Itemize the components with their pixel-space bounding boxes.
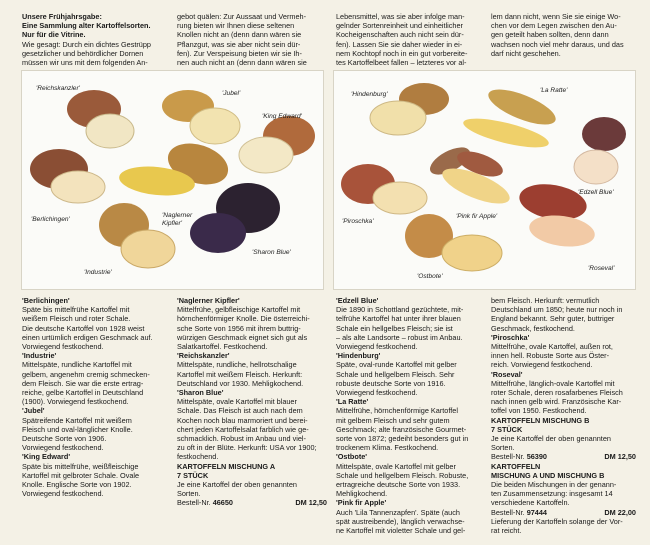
- label-edzell-blue: 'Edzell Blue': [578, 189, 614, 196]
- order-number: [491, 452, 547, 461]
- description-line: gelbem, angenehm cremig schmecken-: [22, 369, 150, 379]
- text-line: gelnder Sortenreinheit und einheitlicher: [336, 21, 463, 31]
- description-line: Sorten.: [177, 489, 201, 499]
- text-line: gebot quälen: Zur Aussaat und Vermeh-: [177, 12, 306, 21]
- text-line: gen geteilt haben sollten, denn dann: [491, 30, 609, 40]
- price: DM 12,50: [604, 452, 636, 462]
- potato-photo-right: [333, 70, 636, 290]
- description-line: Späte bis mittelfrühe Kartoffel mit: [22, 305, 130, 315]
- description-line: Mittelspäte, ovale Kartoffel mit gelber: [336, 461, 456, 471]
- description-line: Schale. Das Fleisch ist auch nach dem: [177, 406, 303, 416]
- description-line: robuste deutsche Sorte von 1916.: [336, 378, 446, 388]
- description-line: Vorwiegend festkochend.: [22, 489, 104, 499]
- description-column-4: [491, 296, 636, 535]
- text-line: nem Kochtopf noch in ein gut vorbereite-: [336, 48, 468, 58]
- potato-illustration-right: [334, 71, 635, 289]
- description-line: Mehligkochend.: [336, 489, 388, 499]
- order-number: [491, 508, 547, 517]
- label-roseval: 'Roseval': [588, 265, 615, 272]
- description-line: Die 1890 in Schottland gezüchtete, mit-: [336, 305, 464, 315]
- description-line: Geschmack, festkochend.: [491, 323, 575, 333]
- order-line: [491, 508, 636, 517]
- section-heading: 'Edzell Blue': [336, 296, 379, 305]
- label-pink-fir-apple: 'Pink fir Apple': [456, 213, 498, 220]
- label-king-edward: 'King Edward': [262, 113, 302, 120]
- description-line: – als alte Landsorte – robust im Anbau.: [336, 332, 463, 342]
- description-line: Schale und hellgelbem Fleisch. Robuste,: [336, 470, 469, 480]
- description-line: zu oft in der Blüte. Herkunft: USA vor 1900;: [177, 443, 317, 453]
- description-column-3: [336, 296, 484, 535]
- intro-title-line-3: Nur für die Vitrine.: [22, 30, 86, 40]
- description-line: Schale und hellgelbem Fleisch. Sehr: [336, 369, 455, 379]
- section-heading: 'Sharon Blue': [177, 388, 224, 398]
- description-line: Geschmack; alte französische Gourmet-: [336, 424, 467, 434]
- text-line: Pflanzgut, was sie aber nicht sein dür-: [177, 39, 301, 49]
- description-line: Die beiden Mischungen in der genann-: [491, 480, 617, 490]
- description-line: rat reicht.: [491, 526, 522, 536]
- order-number-label: Bestell-Nr.: [177, 498, 213, 508]
- section-heading: KARTOFFELN: [491, 461, 541, 471]
- text-line: gesetzlicher und behördlicher Dornen: [22, 48, 144, 58]
- description-line: Die deutsche Kartoffel von 1928 weist: [22, 323, 145, 333]
- description-line: ten Zusammensetzung: insgesamt 14: [491, 489, 613, 499]
- section-heading: KARTOFFELN MISCHUNG A: [177, 461, 276, 471]
- description-line: Mittelspäte, rundliche Kartoffel mit: [22, 360, 132, 370]
- section-heading: 'Hindenburg': [336, 351, 381, 361]
- description-line: verschiedene Kartoffeln.: [491, 498, 570, 508]
- text-line: fen). Lassen Sie sie daher wieder in ei-: [336, 39, 463, 49]
- section-heading: KARTOFFELN MISCHUNG B: [491, 415, 590, 425]
- description-line: Kochen noch blau marmoriert und berei-: [177, 415, 308, 425]
- description-line: (1900). Vorwiegend festkochend.: [22, 397, 129, 407]
- intro-column-2: [177, 12, 327, 67]
- intro-column-4: [491, 12, 636, 58]
- description-line: Mittelspäte, rundliche, hellrotschalige: [177, 360, 297, 370]
- order-number-value: 46650: [212, 498, 233, 508]
- label-la-ratte: 'La Ratte': [540, 87, 568, 94]
- description-line: weißem Fleisch und roter Schale.: [22, 314, 131, 324]
- label-hindenburg: 'Hindenburg': [351, 91, 388, 98]
- section-heading: 'Ostbote': [336, 452, 368, 462]
- description-line: Mittelfrühe, hörnchenförmige Kartoffel: [336, 406, 458, 416]
- description-line: reich. Vorwiegend festkochend.: [491, 360, 593, 370]
- description-line: Späte bis mittelfrühe, weißfleischige: [22, 461, 139, 471]
- description-line: England bekannt. Sehr guter, buttriger: [491, 314, 615, 324]
- section-heading: 'Industrie': [22, 351, 57, 361]
- label-berlichingen: 'Berlichingen': [31, 216, 70, 223]
- section-heading: 7 STÜCK: [491, 424, 523, 434]
- description-line: telfrühe Kartoffel hat unter ihrer blauen: [336, 314, 461, 324]
- description-line: sorte von 1872; gedeiht besonders gut in: [336, 434, 469, 444]
- description-line: trockenem Klima. Festkochend.: [336, 443, 439, 453]
- text-line: nen auch nicht an (denn dann wären sie: [177, 58, 307, 68]
- price: DM 12,50: [295, 498, 327, 508]
- order-number-label: Bestell-Nr.: [491, 452, 527, 462]
- description-line: chert jeden Kartoffelsalat farblich wie ge-: [177, 424, 309, 434]
- intro-title-line-1: Unsere Frühjahrsgabe:: [22, 12, 102, 21]
- description-line: Vorwiegend festkochend.: [22, 443, 104, 453]
- label-reichskanzler: 'Reichskanzler': [36, 85, 80, 92]
- description-line: einen urtümlich erdigen Geschmack auf.: [22, 332, 153, 342]
- description-line: toffel von 1950. Festkochend.: [491, 406, 587, 416]
- intro-title-line-2: Eine Sammlung alter Kartoffelsorten.: [22, 21, 151, 31]
- section-heading: 'Jubel': [22, 406, 45, 416]
- description-line: Fleisch und oval-länglicher Knolle.: [22, 424, 133, 434]
- price: DM 22,00: [604, 507, 636, 517]
- description-line: Je eine Kartoffel der oben genannten: [177, 480, 297, 490]
- description-column-2: [177, 296, 327, 508]
- label-jubel: 'Jubel': [222, 90, 241, 97]
- section-heading: 'La Ratte': [336, 397, 369, 407]
- description-line: Je eine Kartoffel der oben genannten: [491, 434, 611, 444]
- description-line: Späte, oval-runde Kartoffel mit gelber: [336, 360, 457, 370]
- order-line: [491, 452, 636, 461]
- description-line: sche Sorte von 1956 mit ihrem buttrig-: [177, 323, 301, 333]
- description-line: Vorwiegend festkochend.: [336, 342, 418, 352]
- intro-column-1: [22, 12, 167, 67]
- description-line: Sorten.: [491, 443, 515, 453]
- description-line: spät austreibende), länglich verwachse-: [336, 516, 465, 526]
- text-line: rung bieten wir Ihnen diese seltenen: [177, 21, 295, 31]
- description-line: würzigen Geschmack eignet sich gut als: [177, 332, 308, 342]
- section-heading: 'King Edward': [22, 452, 71, 462]
- text-line: darf nicht geschehen.: [491, 48, 561, 58]
- description-line: reiche, gelbe Kartoffel in Deutschland: [22, 388, 144, 398]
- description-line: Vorwiegend festkochend.: [336, 388, 418, 398]
- description-line: Deutschland vor 1930. Mehligkochend.: [177, 378, 304, 388]
- section-heading: 7 STÜCK: [177, 470, 209, 480]
- description-line: mit gelbem Fleisch und sehr gutem: [336, 415, 450, 425]
- order-number-value: 56390: [526, 452, 547, 462]
- order-number-label: Bestell-Nr.: [491, 507, 527, 517]
- description-line: Mittelfrühe, ovale Kartoffel, außen rot,: [491, 342, 613, 352]
- description-line: Spätreifende Kartoffel mit weißem: [22, 415, 132, 425]
- description-line: bem Fleisch. Herkunft: vermutlich: [491, 296, 600, 305]
- section-heading: 'Pink fir Apple': [336, 498, 387, 508]
- description-line: Mittelfrühe, länglich-ovale Kartoffel mit: [491, 378, 615, 388]
- label-piroschka: 'Piroschka': [342, 218, 374, 225]
- description-column-1: [22, 296, 170, 498]
- description-line: Lieferung der Kartoffeln solange der Vor-: [491, 516, 623, 526]
- description-line: roter Schale, deren rosafarbenes Fleisch: [491, 388, 623, 398]
- section-heading: 'Naglerner Kipfler': [177, 296, 240, 305]
- label-ostbote: 'Ostbote': [417, 273, 443, 280]
- section-heading: 'Piroschka': [491, 332, 530, 342]
- description-line: ertragreiche deutsche Sorte von 1933.: [336, 480, 461, 490]
- order-line: [177, 498, 327, 507]
- description-line: innen hell. Robuste Sorte aus Öster-: [491, 351, 610, 361]
- description-line: Auch 'Lila Tannenzapfen'. Späte (auch: [336, 507, 460, 517]
- text-line: wachsen noch viel mehr daraus, und das: [491, 39, 624, 49]
- section-heading: 'Roseval': [491, 369, 523, 379]
- order-number-value: 97444: [526, 507, 547, 517]
- text-line: Wie gesagt: Durch ein dichtes Gestrüpp: [22, 39, 151, 49]
- order-number: [177, 498, 233, 507]
- description-line: Salatkartoffel. Festkochend.: [177, 342, 268, 352]
- text-line: Lebensmittel, was sie aber infolge man-: [336, 12, 465, 21]
- description-line: Kartoffel mit gelbroter Schale. Ovale: [22, 470, 140, 480]
- intro-column-3: [336, 12, 486, 67]
- text-line: chen vor dem Legen zwischen den Au-: [491, 21, 617, 31]
- description-line: ne Kartoffel mit violetter Schale und gel-: [336, 526, 466, 536]
- description-line: Mittelfrühe, gelbfleischige Kartoffel mit: [177, 305, 301, 315]
- text-line: tes Kartoffelbeet fallen – letzteres vor al-: [336, 58, 467, 68]
- text-line: Kocheigenschaften auch nicht sein dür-: [336, 30, 464, 40]
- description-line: hörnchenförmiger Knolle. Die österreichi-: [177, 314, 310, 324]
- description-line: Kartoffel mit weißem Fleisch. Herkunft:: [177, 369, 303, 379]
- section-heading: MISCHUNG A UND MISCHUNG B: [491, 470, 605, 480]
- potato-photo-left: [21, 70, 324, 290]
- section-heading: 'Reichskanzler': [177, 351, 230, 361]
- potato-illustration-left: [22, 71, 323, 289]
- description-line: nach innen gelb wird. Französische Kar-: [491, 397, 622, 407]
- label-sharon-blue: 'Sharon Blue': [252, 249, 291, 256]
- description-line: Deutschland um 1850; heute nur noch in: [491, 305, 623, 315]
- label-naglerner-kipfler: 'Naglerner Kipfler': [162, 212, 193, 227]
- description-line: Deutsche Sorte von 1906.: [22, 434, 107, 444]
- description-line: Knolle. Englische Sorte von 1902.: [22, 480, 132, 490]
- description-line: Mittelspäte, ovale Kartoffel mit blauer: [177, 397, 297, 407]
- description-line: festkochend.: [177, 452, 219, 462]
- description-line: dem Fleisch. Sie war die erste ertrag-: [22, 378, 144, 388]
- text-line: Knollen nicht an (denn dann wären sie: [177, 30, 302, 40]
- text-line: fen). Zur Verspeisung bieten wir sie Ih-: [177, 48, 302, 58]
- description-line: Vorwiegend festkochend.: [22, 342, 104, 352]
- text-line: müssen wir uns mit dem folgenden An-: [22, 58, 148, 68]
- description-line: schmacklich. Robust im Anbau und viel-: [177, 434, 306, 444]
- label-industrie: 'Industrie': [84, 269, 112, 276]
- text-line: lem dann nicht, wenn Sie sie einige Wo-: [491, 12, 621, 21]
- section-heading: 'Berlichingen': [22, 296, 70, 305]
- description-line: Schale ein hellgelbes Fleisch; sie ist: [336, 323, 453, 333]
